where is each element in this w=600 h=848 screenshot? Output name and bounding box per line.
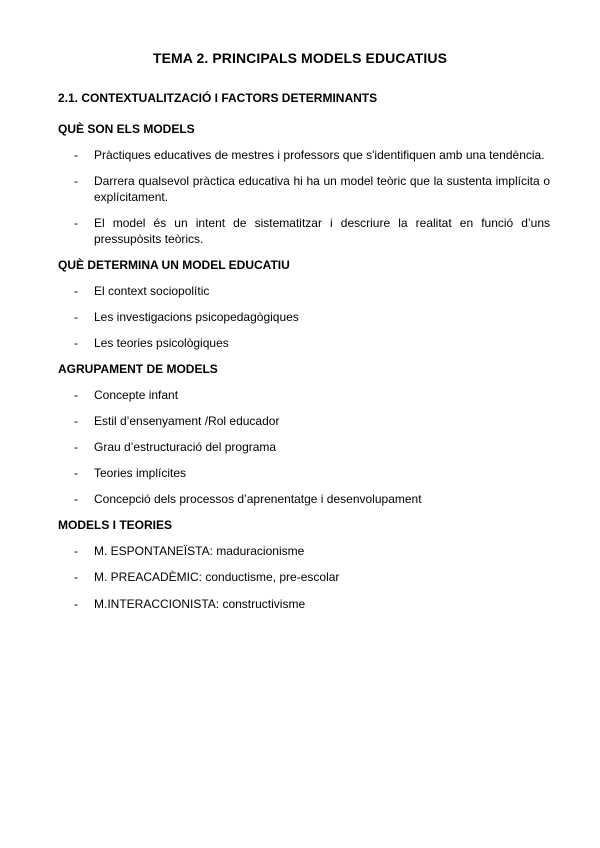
list-item-text: Darrera qualsevol pràctica educativa hi ha un model teòric que la sustenta implícita o explícitament. [94, 174, 550, 204]
list-item-text: Concepte infant [94, 388, 179, 402]
list-item [74, 439, 550, 455]
list-item [74, 413, 550, 429]
bullet-dash: - [74, 284, 78, 298]
list-item [74, 147, 550, 163]
subheading-que-son-els-models: QUÈ SON ELS MODELS [58, 122, 195, 136]
list-item-text: Les teories psicològiques [94, 336, 229, 350]
list-item [74, 491, 550, 507]
bullet-dash: - [74, 336, 78, 350]
bullet-dash: - [74, 388, 78, 402]
bullet-dash: - [74, 414, 78, 428]
list-item [74, 335, 550, 351]
bullet-dash: - [74, 597, 78, 611]
subheading-models-i-teories: MODELS I TEORIES [58, 518, 173, 532]
list-item-text: Grau d’estructuració del programa [94, 440, 277, 454]
list-item-text: Estil d’ensenyament /Rol educador [94, 414, 280, 428]
list-item [74, 387, 550, 403]
list-item [74, 596, 550, 612]
list-item [74, 543, 550, 559]
list-item-text: Teories implícites [94, 466, 187, 480]
bullet-dash: - [74, 466, 78, 480]
list-item-text: M.INTERACCIONISTA: constructivisme [94, 597, 306, 611]
bullet-dash: - [74, 440, 78, 454]
list-item [74, 465, 550, 481]
bullet-dash: - [74, 216, 78, 230]
list-item-text: Concepció dels processos d’aprenentatge i desenvolupament [94, 492, 422, 506]
bullet-dash: - [74, 148, 78, 162]
list-item [74, 309, 550, 325]
list-item [74, 215, 550, 247]
section-heading: 2.1. CONTEXTUALITZACIÓ I FACTORS DETERMINANTS [58, 91, 378, 105]
list-item-text: M. ESPONTANEÏSTA: maduracionisme [94, 544, 305, 558]
bullet-dash: - [74, 544, 78, 558]
list-item-text: El model és un intent de sistematitzar i descriure la realitat en funció d’uns pressupòsits teòrics. [94, 216, 550, 246]
list-item [74, 569, 550, 585]
list-item [74, 173, 550, 205]
bullet-dash: - [74, 492, 78, 506]
list-item-text: Pràctiques educatives de mestres i professors que s'identifiquen amb una tendència. [94, 148, 545, 162]
subheading-agrupament: AGRUPAMENT DE MODELS [58, 362, 218, 376]
subheading-que-determina: QUÈ DETERMINA UN MODEL EDUCATIU [58, 258, 290, 272]
bullet-dash: - [74, 310, 78, 324]
list-item-text: Les investigacions psicopedagògiques [94, 310, 299, 324]
list-item-text: El context sociopolític [94, 284, 210, 298]
list-item [74, 283, 550, 299]
bullet-dash: - [74, 174, 78, 188]
bullet-dash: - [74, 570, 78, 584]
list-item-text: M. PREACADÈMIC: conductisme, pre-escolar [94, 570, 340, 584]
document-title: TEMA 2. PRINCIPALS MODELS EDUCATIUS [152, 50, 448, 66]
